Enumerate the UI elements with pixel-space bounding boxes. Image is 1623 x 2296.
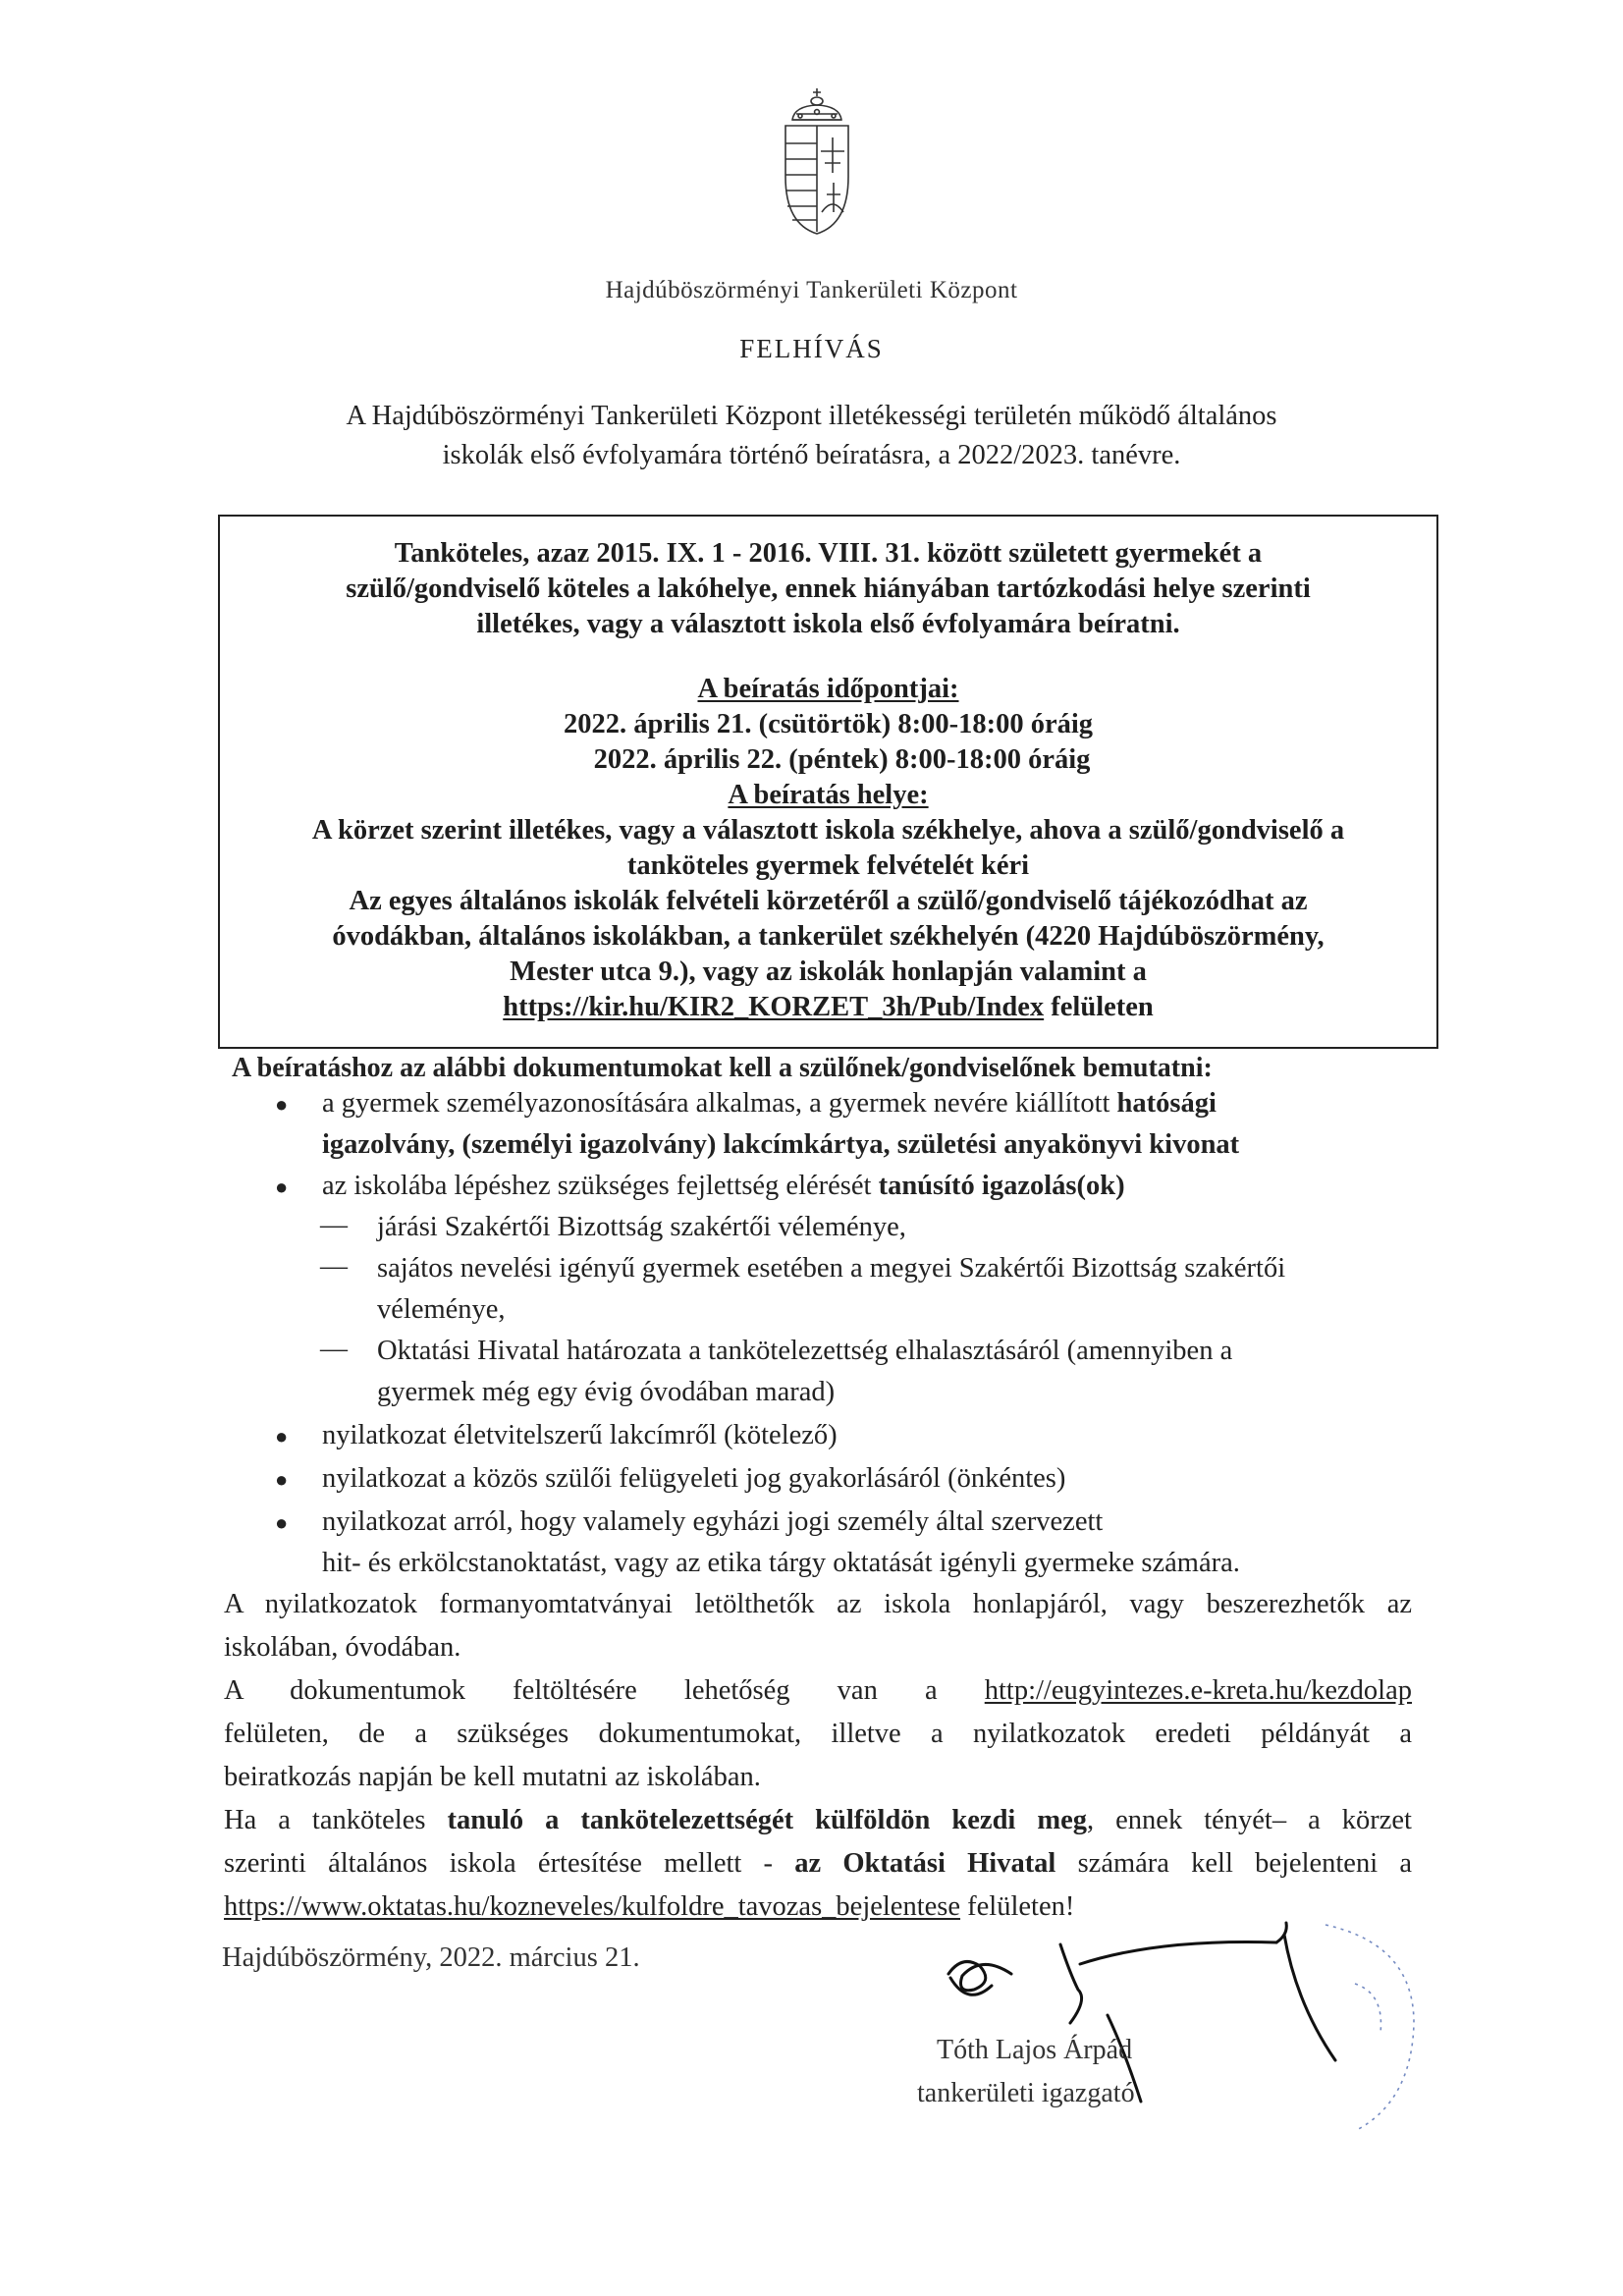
info-line: Az egyes általános iskolák felvételi körzetéről a szülő/gondviselő tájékozódhat az bbox=[349, 886, 1308, 916]
document-item-continued: hit- és erkölcstanoktatást, vagy az etika tárgy oktatását igényli gyermeke számára. bbox=[322, 1548, 1240, 1578]
document-item bbox=[322, 1171, 1125, 1202]
abroad-text: , ennek tényét– a körzet bbox=[1087, 1805, 1412, 1835]
dash-marker: — bbox=[320, 1334, 348, 1364]
document-item-continued: igazolvány, (személyi igazolvány) lakcímkártya, születési anyakönyvi kivonat bbox=[322, 1129, 1240, 1160]
oktatas-link[interactable]: https://www.oktatas.hu/kozneveles/kulfoldre_tavozas_bejelentese bbox=[224, 1891, 961, 1922]
para-line: felületen, de a szükséges dokumentumokat, illetve a nyilatkozatok eredeti példányát a bbox=[224, 1719, 1412, 1749]
sub-item-continued: véleménye, bbox=[377, 1294, 506, 1325]
document-item: nyilatkozat életvitelszerű lakcímről (kötelező) bbox=[322, 1420, 838, 1450]
item-bold-text: tanúsító igazolás(ok) bbox=[878, 1171, 1125, 1201]
eugyintezes-link[interactable]: http://eugyintezes.e-kreta.hu/kezdolap bbox=[984, 1675, 1412, 1706]
place-and-date: Hajdúböszörmény, 2022. március 21. bbox=[222, 1942, 640, 1973]
upload-paragraph bbox=[224, 1669, 1412, 1799]
place-heading: A beíratás helye: bbox=[728, 780, 929, 810]
document-item: nyilatkozat arról, hogy valamely egyházi jogi személy által szervezett bbox=[322, 1506, 1104, 1537]
bullet-icon: ● bbox=[275, 1175, 289, 1199]
documents-heading: A beíratáshoz az alábbi dokumentumokat kell a szülőnek/gondviselőnek bemutatni: bbox=[232, 1053, 1213, 1083]
sub-item: járási Szakértői Bizottság szakértői véleménye, bbox=[377, 1212, 906, 1242]
abroad-bold-text: az Oktatási Hivatal bbox=[794, 1848, 1056, 1879]
upload-text: A dokumentumok feltöltésére lehetőség van a bbox=[224, 1675, 985, 1706]
abroad-text: felületen! bbox=[960, 1891, 1075, 1922]
info-line: Mester utca 9.), vagy az iskolák honlapján valamint a bbox=[510, 957, 1147, 987]
para-line: beiratkozás napján be kell mutatni az iskolában. bbox=[224, 1762, 761, 1792]
abroad-text: Ha a tanköteles bbox=[224, 1805, 448, 1835]
subtitle-line: A Hajdúböszörményi Tankerületi Központ illetékességi területén működő általános bbox=[346, 401, 1277, 431]
para-line bbox=[224, 1799, 1412, 1842]
info-line: óvodákban, általános iskolákban, a tankerület székhelyén (4220 Hajdúböszörmény, bbox=[332, 921, 1325, 952]
notice-title: FELHÍVÁS bbox=[739, 334, 884, 363]
bullet-icon: ● bbox=[275, 1510, 289, 1535]
organization-name: Hajdúböszörményi Tankerületi Központ bbox=[605, 277, 1018, 303]
abroad-bold-text: tanuló a tankötelezettségét külföldön kezdi meg bbox=[447, 1805, 1087, 1835]
abroad-text: szerinti általános iskola értesítése mellett - bbox=[224, 1848, 795, 1879]
box-intro-line: illetékes, vagy a választott iskola első évfolyamára beíratni. bbox=[476, 609, 1180, 639]
info-line-rest: felületen bbox=[1044, 992, 1154, 1022]
box-intro-line: Tanköteles, azaz 2015. IX. 1 - 2016. VIII. 31. között született gyermekét a bbox=[394, 538, 1263, 569]
item-text: a gyermek személyazonosítására alkalmas, a gyermek nevére kiállított bbox=[322, 1088, 1117, 1119]
dates-heading: A beíratás időpontjai: bbox=[697, 674, 959, 704]
document-item bbox=[322, 1088, 1217, 1120]
forms-paragraph bbox=[224, 1583, 1412, 1669]
item-text: az iskolába lépéshez szükséges fejlettség elérését bbox=[322, 1171, 879, 1201]
dash-marker: — bbox=[320, 1251, 348, 1282]
box-intro-line: szülő/gondviselő köteles a lakóhelye, ennek hiányában tartózkodási helye szerinti bbox=[346, 574, 1311, 604]
abroad-text: számára kell bejelenteni a bbox=[1055, 1848, 1413, 1879]
kir-link[interactable]: https://kir.hu/KIR2_KORZET_3h/Pub/Index bbox=[503, 992, 1045, 1022]
signer-role: tankerületi igazgató bbox=[917, 2078, 1135, 2108]
dash-marker: — bbox=[320, 1210, 348, 1240]
sub-item: Oktatási Hivatal határozata a tankötelezettség elhalasztásáról (amennyiben a bbox=[377, 1336, 1233, 1366]
sub-item-continued: gyermek még egy évig óvodában marad) bbox=[377, 1377, 836, 1407]
bullet-icon: ● bbox=[275, 1424, 289, 1449]
bullet-icon: ● bbox=[275, 1092, 289, 1117]
place-line: tanköteles gyermek felvételét kéri bbox=[626, 850, 1030, 881]
bullet-icon: ● bbox=[275, 1467, 289, 1492]
signer-name: Tóth Lajos Árpád bbox=[937, 2035, 1133, 2065]
enrollment-date: 2022. április 22. (péntek) 8:00-18:00 óráig bbox=[593, 744, 1091, 775]
sub-item: sajátos nevelési igényű gyermek esetében a megyei Szakértői Bizottság szakértői bbox=[377, 1253, 1286, 1284]
para-line bbox=[224, 1669, 1412, 1713]
handwritten-signature bbox=[923, 1905, 1434, 2160]
place-line: A körzet szerint illetékes, vagy a választott iskola székhelye, ahova a szülő/gondviselő a bbox=[311, 815, 1345, 846]
para-line: A nyilatkozatok formanyomtatványai letölthetők az iskola honlapjáról, vagy beszerezhetők az bbox=[224, 1589, 1412, 1619]
para-line bbox=[224, 1842, 1412, 1886]
document-item: nyilatkozat a közös szülői felügyeleti jog gyakorlásáról (önkéntes) bbox=[322, 1463, 1066, 1494]
item-bold-text: hatósági bbox=[1116, 1088, 1217, 1119]
enrollment-date: 2022. április 21. (csütörtök) 8:00-18:00 óráig bbox=[563, 709, 1094, 739]
subtitle-line: iskolák első évfolyamára történő beíratásra, a 2022/2023. tanévre. bbox=[442, 440, 1181, 470]
para-line: iskolában, óvodában. bbox=[224, 1632, 461, 1663]
